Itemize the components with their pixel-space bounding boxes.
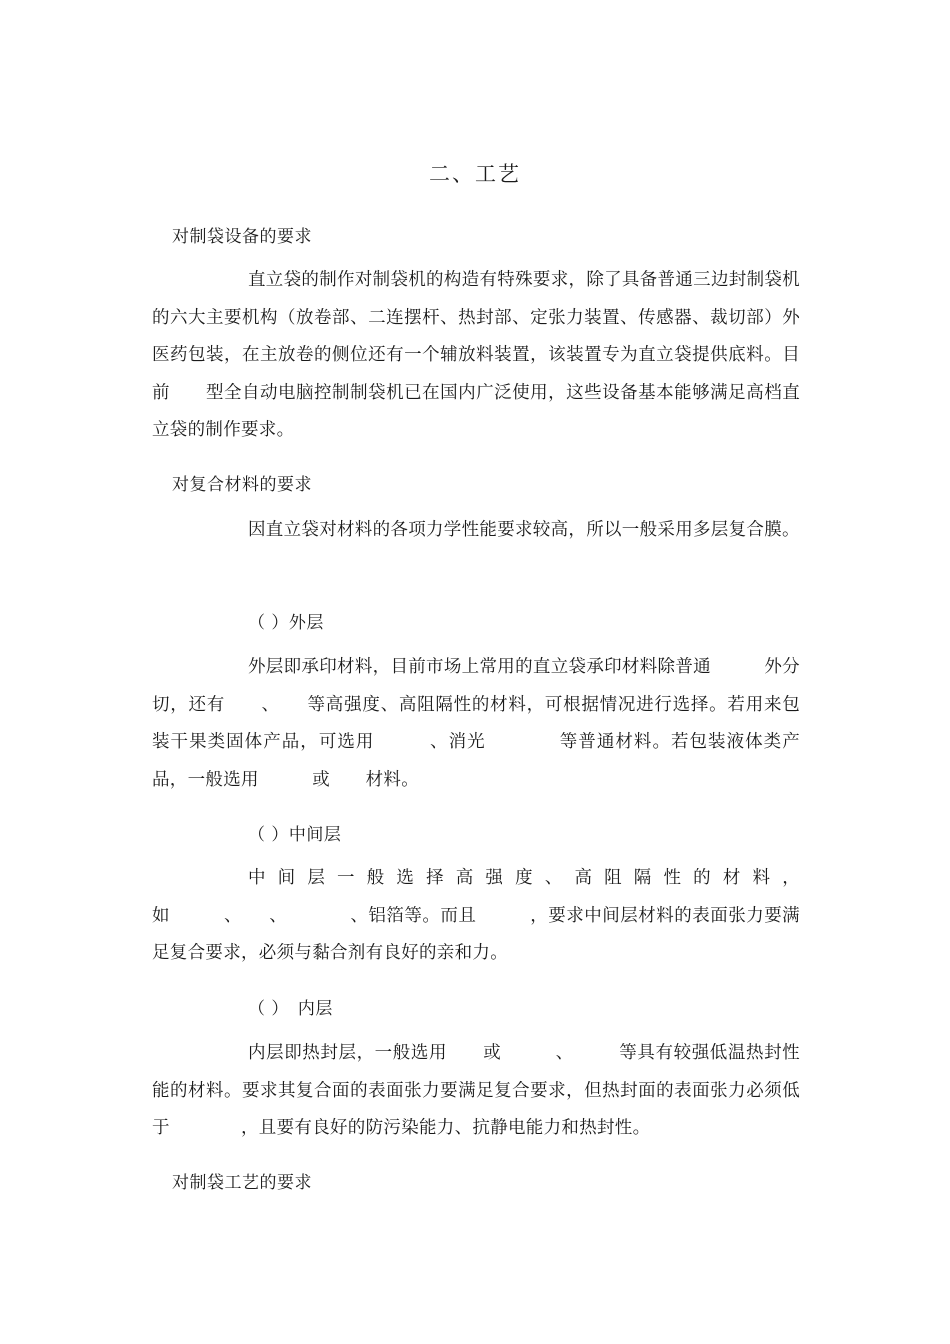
paragraph-inner-layer: 内层即热封层，一般选用 或 、 等具有较强低温热封性能的材料。要求其复合面的表面张力要满足复合要求，但热封面的表面张力必须低于 ，且要有良好的防污染能力、抗静电能力和热封性。 [152,1043,800,1138]
paragraph-middle-layer: 中间层一般选择高强度、高阻隔性的材料，如 、 、 、铝箔等。而且 ，要求中间层材料的表面张力要满足复合要求，必须与黏合剂有良好的亲和力。 [152,868,800,963]
section-heading-bag-process: 对制袋工艺的要求 [172,1173,312,1193]
paragraph-bag-machine: 直立袋的制作对制袋机的构造有特殊要求，除了具备普通三边封制袋机的六大主要机构（放卷部、二连摆杆、热封部、定张力装置、传感器、裁切部）外医药包装，在主放卷的侧位还有一个辅放料装置，该装置专为直立袋提供底料。目前 型全自动电脑控制制袋机已在国内广泛使用，这些设备基本能够满足高档直立袋的制作要求。 [152,270,800,440]
subheading-inner-layer: （ ） 内层 [248,999,333,1019]
section-heading-composite-material: 对复合材料的要求 [172,475,312,495]
paragraph-composite-material: 因直立袋对材料的各项力学性能要求较高，所以一般采用多层复合膜。 [248,520,800,540]
paragraph-outer-layer: 外层即承印材料，目前市场上常用的直立袋承印材料除普通 外分切，还有 、 等高强度、高阻隔性的材料，可根据情况进行选择。若用来包装干果类固体产品，可选用 、消光 等普通材料。若包装液体类产品，一般选用 或 材料。 [152,657,800,790]
page-title: 二、工艺 [429,162,521,186]
section-heading-bag-machine: 对制袋设备的要求 [172,227,312,247]
subheading-outer-layer: （ ）外层 [248,613,324,633]
subheading-middle-layer: （ ）中间层 [248,825,342,845]
